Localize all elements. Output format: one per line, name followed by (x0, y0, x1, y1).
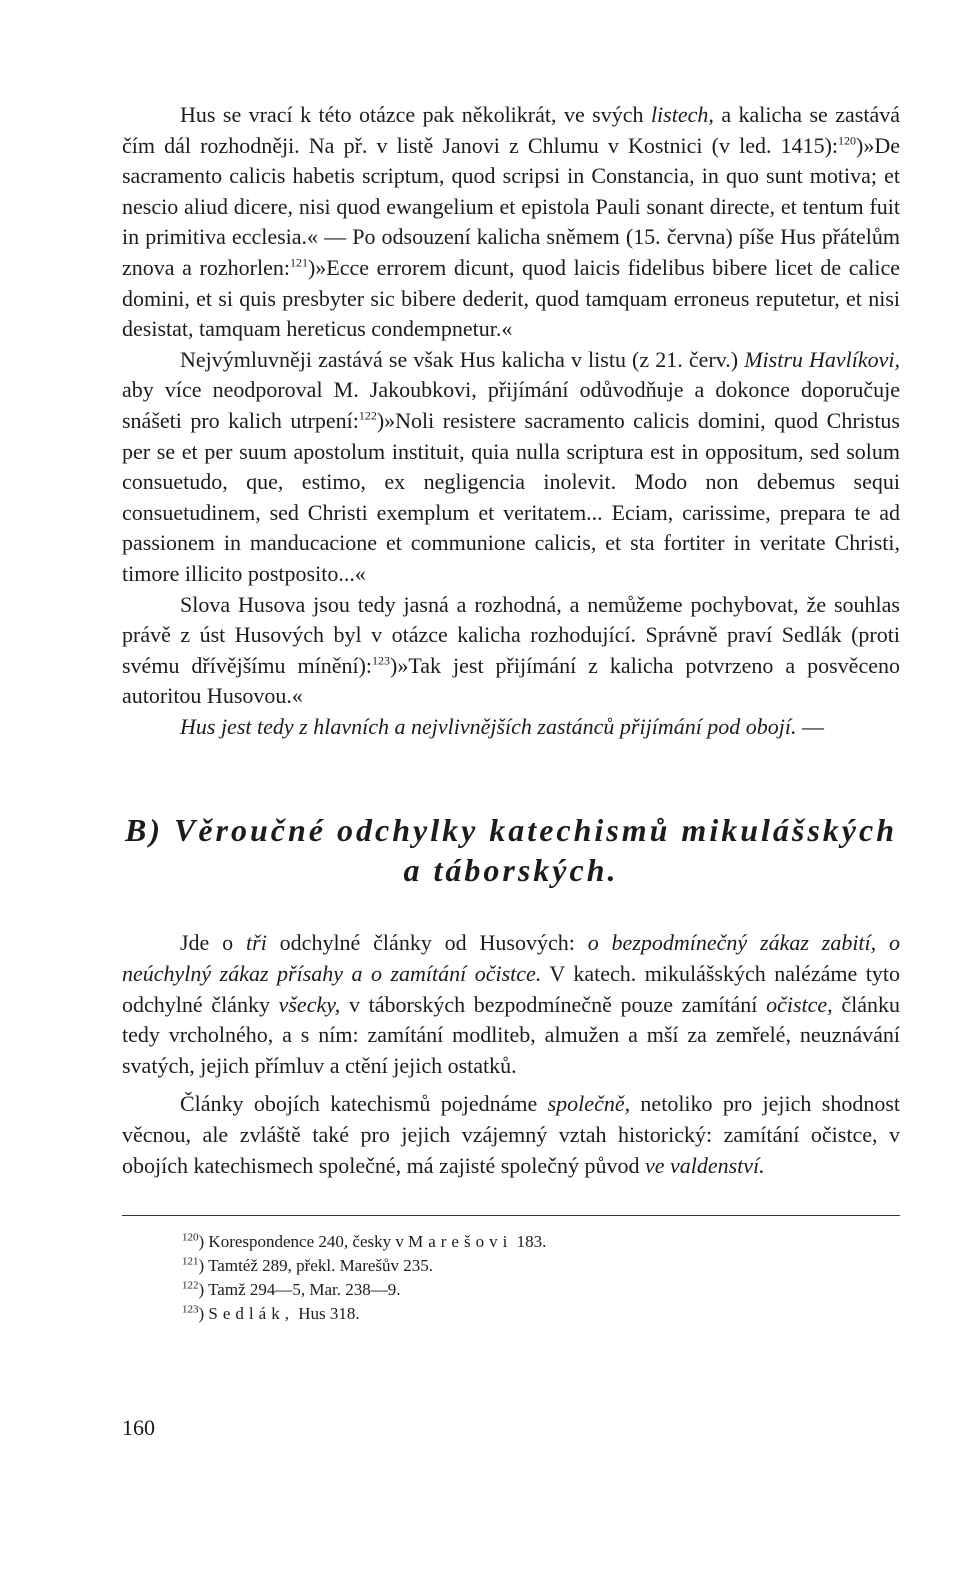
footnote-number: 122 (182, 1279, 199, 1292)
text: Hus se vrací k této otázce pak několikrát, ve svých (180, 102, 651, 127)
italic-text: všecky, (278, 991, 341, 1017)
section-paragraph-2 (122, 1089, 900, 1181)
heading-line-1: B) Věroučné odchylky katechismů mikulášských (125, 812, 897, 849)
text: článku tedy vrcholného, a s ním: zamítání modliteb, almužen a mší za zemřelé, neuznávání svatých, jejich přímluv a ctění jejich ostatků. (122, 991, 900, 1078)
text: — (796, 713, 825, 739)
footnote-text: 183. (512, 1232, 547, 1252)
footnote-122 (182, 1278, 900, 1302)
footnote-number: 120 (182, 1231, 199, 1244)
text: aby více neodporoval M. Jakoubkovi, přijímání odůvodňuje a dokonce doporučuje snášeti pro kalich utrpení: (122, 377, 900, 433)
heading-line-2: a táborských. (403, 852, 619, 889)
text: a kalicha se zastává čím dál rozhodněji. Na př. v listě Janovi z Chlumu v Kostnici (v led. 1415): (122, 102, 901, 158)
footnote-author: Sedlák, (208, 1304, 294, 1324)
footnote-text: ) Korespondence 240, česky v (198, 1232, 409, 1252)
page-content (122, 100, 900, 1326)
italic-text: o bezpodmínečný zákaz zabití, o neúchylný zákaz přísahy a o zamítání očistce. (122, 930, 901, 987)
section-paragraph-1 (122, 928, 900, 1081)
text: Slova Husova jsou tedy jasná a rozhodná, a nemůžeme pochybovat, že souhlas právě z úst Husových byl v otázce kalicha rozhodující. Správně praví Sedlák (proti svému dřívějšímu mínění): (122, 591, 900, 678)
text: v táborských bezpodmínečně pouze zamítání (340, 991, 767, 1017)
italic-conclusion: Hus jest tedy z hlavních a nejvlivnějších zastánců přijímání pod obojí. (180, 713, 797, 739)
text: V katech. mikulášských nalézáme tyto odchylné články (122, 961, 900, 1017)
footnote-text: ) (198, 1304, 209, 1324)
section-heading (122, 810, 900, 890)
paragraph-4 (122, 712, 900, 743)
footnote-ref-123[interactable]: 123 (372, 653, 391, 668)
page-number: 160 (122, 1415, 155, 1440)
footnote-121 (182, 1254, 900, 1278)
paragraph-2 (122, 345, 900, 590)
text: )»De sacramento calicis habetis scriptum, quod scripsi in Constancia, in quo sunt motiva; et nescio aliud dicere, nisi quod ewangelium et epistola Pauli sonant directe, et tentum fuit in primitiva ecclesia.« — Po odsouzení kalicha sněmem (15. června) píše Hus přátelům znova a rozhorlen: (122, 132, 900, 280)
text: )»Noli resistere sacramento calicis domini, quod Christus per se et per suum apostolum instituit, quia nulla scriptura est in oppositum, sed solum consuetudo, que, estimo, ex negligencia inolevit. Modo non debemus sequi consuetudinem, sed Christi exemplum et veritatem... Eciam, carissime, prepara te ad passionem in manducacione et communione calicis, et sta fortiter in veritate Christi, timore illicito postposito...« (122, 407, 900, 586)
footnotes (122, 1215, 900, 1326)
text: )»Tak jest přijímání z kalicha potvrzeno a posvěceno autoritou Husovou.« (122, 652, 900, 709)
italic-text: Mistru Havlíkovi, (744, 346, 900, 372)
footnote-ref-122[interactable]: 122 (358, 408, 377, 423)
footnote-author: Marešovi (408, 1232, 513, 1252)
footnote-number: 121 (182, 1255, 199, 1268)
footnote-text: ) Tamž 294—5, Mar. 238—9. (198, 1280, 401, 1300)
footnote-number: 123 (182, 1303, 199, 1316)
text: odchylné články od Husových: (266, 930, 588, 956)
paragraph-3 (122, 590, 900, 712)
footnote-123 (182, 1302, 900, 1326)
text: )»Ecce errorem dicunt, quod laicis fidelibus bibere licet de calice domini, et si quis presbyter sic bibere dederit, quod tamquam erroneus reputetur, et nisi desistat, tamquam hereticus condempnetur.« (122, 254, 901, 342)
italic-text: tři (246, 930, 267, 956)
text: netoliko pro jejich shodnost věcnou, ale zvláště také pro jejich vzájemný vztah historický: zamítání očistce, v obojích katechismech společné, má zajisté společný původ (122, 1091, 900, 1178)
footnote-text: Hus 318. (293, 1304, 360, 1324)
text: Jde o (180, 930, 247, 956)
italic-text: společně, (547, 1091, 631, 1117)
footnote-ref-120[interactable]: 120 (838, 133, 857, 148)
footnote-divider (122, 1215, 900, 1216)
section-body (122, 928, 900, 1181)
italic-text: ve valdenství. (644, 1152, 765, 1178)
text: Nejvýmluvněji zastává se však Hus kalicha v listu (z 21. červ.) (180, 346, 745, 372)
footnote-120 (182, 1230, 900, 1254)
footnote-ref-121[interactable]: 121 (289, 255, 308, 270)
text: Články obojích katechismů pojednáme (180, 1091, 548, 1117)
footnote-text: ) Tamtéž 289, překl. Marešův 235. (198, 1256, 434, 1276)
italic-text: očistce, (766, 991, 833, 1017)
paragraph-1 (122, 100, 900, 345)
italic-text: listech, (650, 102, 714, 127)
